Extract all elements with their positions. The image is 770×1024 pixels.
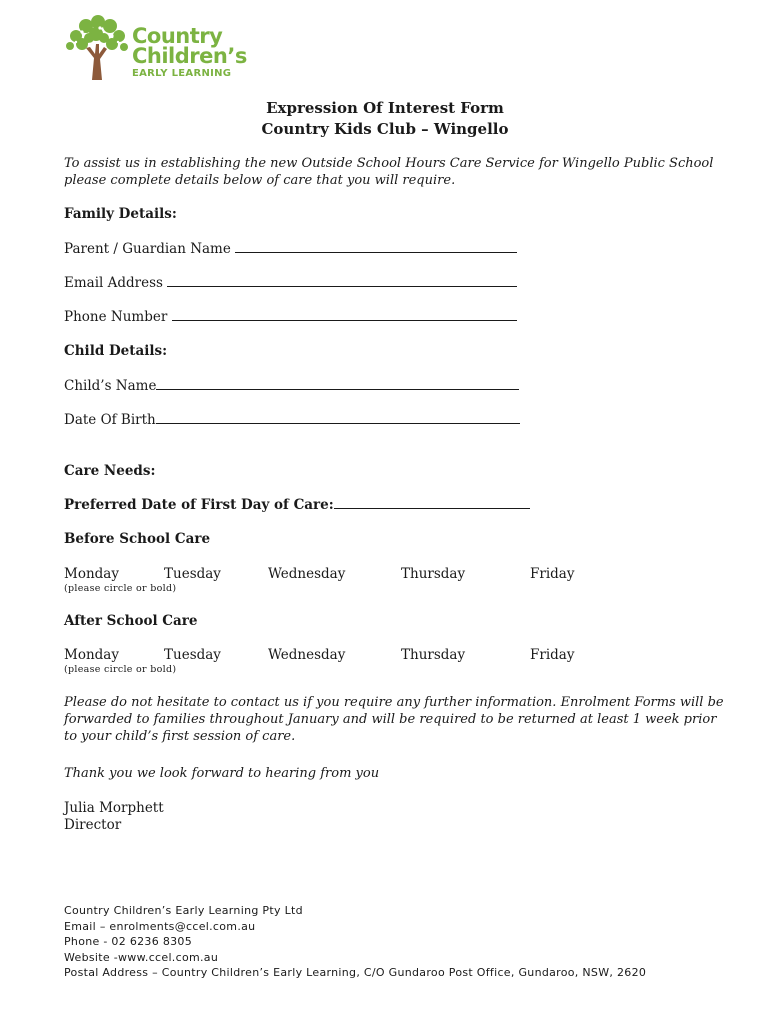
before-circle-note: (please circle or bold): [64, 583, 177, 594]
care-needs-heading: Care Needs:: [64, 463, 156, 479]
logo-line-country: Country: [132, 24, 223, 48]
after-day-tuesday[interactable]: Tuesday: [164, 647, 221, 663]
logo: [62, 14, 252, 84]
footer-email: Email – enrolments@ccel.com.au: [64, 919, 256, 933]
dob-field[interactable]: [156, 412, 520, 424]
phone-field[interactable]: [172, 309, 517, 321]
child-name-field[interactable]: [156, 378, 519, 390]
parent-name-label: Parent / Guardian Name: [64, 241, 231, 257]
footer-contact: [64, 903, 646, 981]
before-day-thursday[interactable]: Thursday: [401, 566, 466, 582]
phone-row: [64, 309, 517, 325]
logo-line-childrens: Children’s: [132, 44, 247, 68]
before-day-monday[interactable]: Monday: [64, 566, 119, 582]
logo-wordmark: [132, 26, 247, 81]
dob-label: Date Of Birth: [64, 412, 156, 428]
footer-website: Website -www.ccel.com.au: [64, 950, 219, 964]
signatory-role: Director: [64, 817, 122, 833]
before-day-friday[interactable]: Friday: [530, 566, 575, 582]
phone-label: Phone Number: [64, 309, 168, 325]
after-day-monday[interactable]: Monday: [64, 647, 119, 663]
signatory-name: Julia Morphett: [64, 800, 164, 816]
preferred-date-row: [64, 497, 530, 513]
after-school-heading: After School Care: [64, 613, 198, 629]
before-day-wednesday[interactable]: Wednesday: [268, 566, 346, 582]
after-day-friday[interactable]: Friday: [530, 647, 575, 663]
family-details-heading: Family Details:: [64, 206, 177, 222]
child-name-row: [64, 378, 519, 394]
before-day-tuesday[interactable]: Tuesday: [164, 566, 221, 582]
preferred-date-field[interactable]: [334, 497, 530, 509]
email-field[interactable]: [167, 275, 517, 287]
email-row: [64, 275, 517, 291]
after-day-wednesday[interactable]: Wednesday: [268, 647, 346, 663]
tree-icon: [62, 14, 130, 82]
logo-line-early-learning: EARLY LEARNING: [132, 68, 232, 79]
form-title: Expression Of Interest Form: [266, 99, 504, 117]
footer-phone: Phone - 02 6236 8305: [64, 935, 193, 948]
parent-name-field[interactable]: [235, 241, 517, 253]
footer-company: Country Children’s Early Learning Pty Ltd: [64, 904, 303, 917]
thanks-text: Thank you we look forward to hearing from you: [64, 766, 380, 781]
footer-postal: Postal Address – Country Children’s Early Learning, C/O Gundaroo Post Office, Gundaroo, NSW, 2620: [64, 966, 647, 979]
closing-paragraph: Please do not hesitate to contact us if you require any further information. Enrolment Forms will be forwarded to families throughout January and will be required to be returned at least 1 week prior to your child’s first session of care.: [64, 695, 724, 744]
parent-name-row: [64, 241, 517, 257]
after-day-thursday[interactable]: Thursday: [401, 647, 466, 663]
dob-row: [64, 412, 520, 428]
child-name-label: Child’s Name: [64, 378, 157, 394]
preferred-date-label: Preferred Date of First Day of Care:: [64, 497, 334, 513]
form-subtitle: Country Kids Club – Wingello: [261, 120, 509, 138]
email-label: Email Address: [64, 275, 163, 291]
before-school-heading: Before School Care: [64, 531, 211, 547]
after-circle-note: (please circle or bold): [64, 664, 177, 675]
intro-text: To assist us in establishing the new Outside School Hours Care Service for Wingello Public School please complete details below of care that you will require.: [64, 156, 714, 188]
child-details-heading: Child Details:: [64, 343, 168, 359]
